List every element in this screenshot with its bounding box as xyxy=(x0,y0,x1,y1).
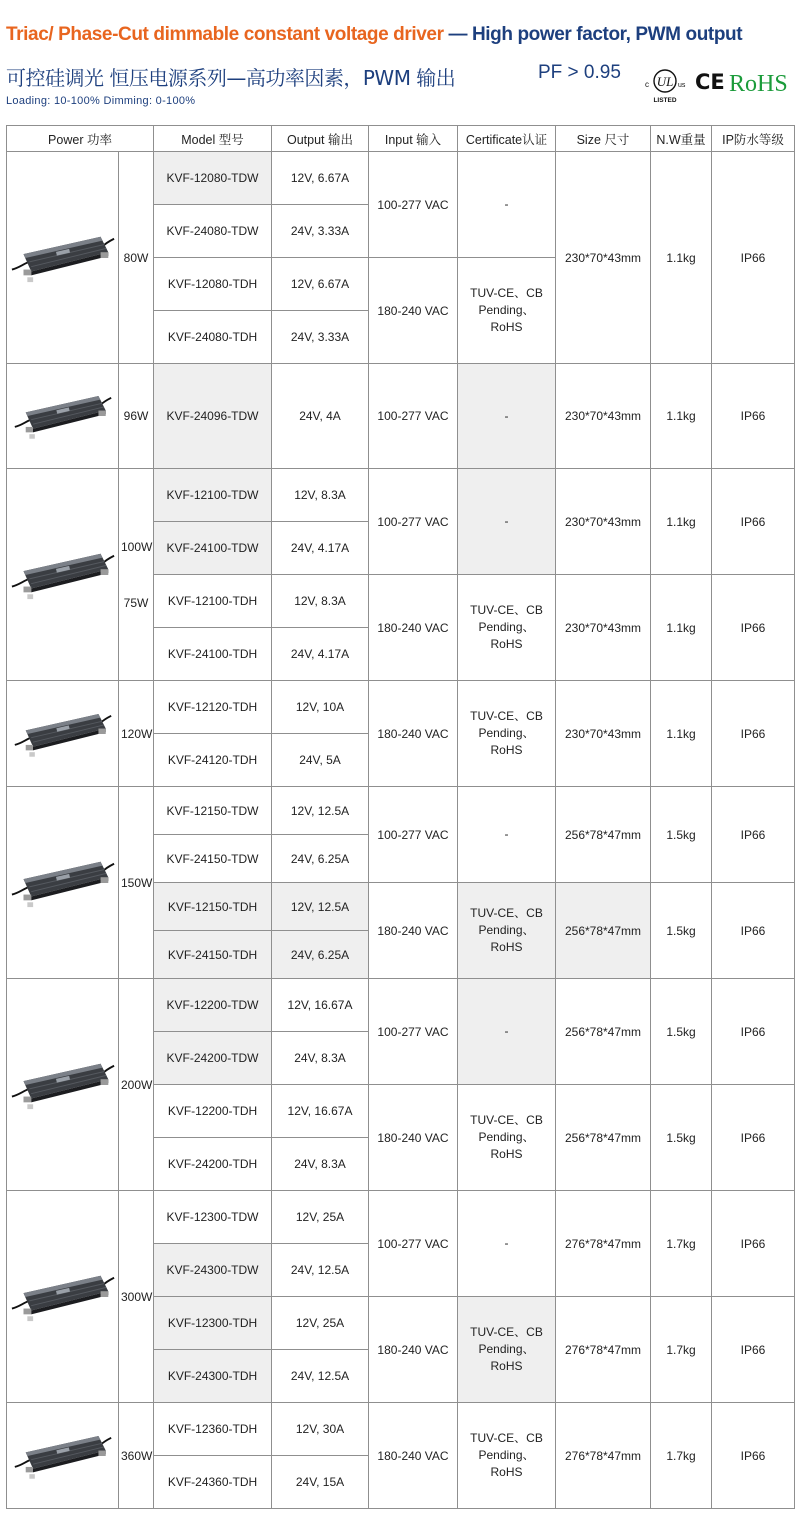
table-row xyxy=(7,364,795,469)
loading-dimming-label: Loading: 10-100% Dimming: 0-100% xyxy=(6,95,196,107)
certificate-line: - xyxy=(504,514,509,528)
model-number: KVF-12100-TDH xyxy=(154,575,272,628)
title-orange: Triac/ Phase-Cut dimmable constant voltage driver xyxy=(6,24,444,45)
certificate-line: Pending、 xyxy=(478,1342,535,1356)
certificate xyxy=(458,1085,556,1191)
model-number: KVF-12100-TDW xyxy=(154,469,272,522)
certificate-line: RoHS xyxy=(490,637,523,651)
power-label: 96W xyxy=(123,409,149,423)
size-dimensions: 276*78*47mm xyxy=(556,1403,651,1509)
certificate xyxy=(458,1403,556,1509)
certificate-line: TUV-CE、CB xyxy=(470,1325,543,1339)
output-rating: 24V, 8.3A xyxy=(272,1138,369,1191)
output-rating: 24V, 6.25A xyxy=(272,931,369,979)
certificate-line: Pending、 xyxy=(478,1130,535,1144)
power-rating xyxy=(119,681,154,787)
model-number: KVF-24150-TDW xyxy=(154,835,272,883)
output-rating: 12V, 16.67A xyxy=(272,979,369,1032)
power-label: 150W xyxy=(121,875,153,890)
output-rating: 24V, 6.25A xyxy=(272,835,369,883)
certificate-line: - xyxy=(504,827,509,841)
ip-rating: IP66 xyxy=(712,787,795,883)
product-image-cell xyxy=(7,152,119,364)
page-header xyxy=(0,0,800,118)
size-dimensions: 230*70*43mm xyxy=(556,152,651,364)
ce-mark: CE xyxy=(695,70,725,94)
certificate-line: RoHS xyxy=(490,1465,523,1479)
certificate-line: - xyxy=(504,408,509,423)
table-header-row xyxy=(7,126,795,152)
product-image-cell xyxy=(7,681,119,787)
input-voltage: 180-240 VAC xyxy=(369,1403,458,1509)
model-number: KVF-12080-TDW xyxy=(154,152,272,205)
power-label: 300W xyxy=(121,1289,153,1304)
model-number: KVF-24096-TDW xyxy=(154,364,272,469)
net-weight: 1.5kg xyxy=(651,883,712,979)
net-weight: 1.1kg xyxy=(651,469,712,575)
model-number: KVF-24300-TDH xyxy=(154,1350,272,1403)
certificate-line: Pending、 xyxy=(478,726,535,740)
input-voltage: 180-240 VAC xyxy=(369,1085,458,1191)
input-voltage: 180-240 VAC xyxy=(369,1297,458,1403)
model-number: KVF-24080-TDH xyxy=(154,311,272,364)
output-rating: 12V, 12.5A xyxy=(272,883,369,931)
table-row xyxy=(7,787,795,835)
power-label: 80W xyxy=(123,250,149,265)
certificate-line: RoHS xyxy=(490,940,523,954)
size-dimensions: 276*78*47mm xyxy=(556,1191,651,1297)
size-dimensions: 230*70*43mm xyxy=(556,469,651,575)
input-voltage: 180-240 VAC xyxy=(369,883,458,979)
table-body xyxy=(7,152,795,1509)
product-image-cell xyxy=(7,469,119,681)
certificate-line: TUV-CE、CB xyxy=(470,603,543,617)
certificate-line: RoHS xyxy=(490,1359,523,1373)
output-rating: 24V, 15A xyxy=(272,1456,369,1509)
certificate-line: Pending、 xyxy=(478,1448,535,1462)
table-row xyxy=(7,1191,795,1244)
model-number: KVF-12150-TDW xyxy=(154,787,272,835)
ip-rating: IP66 xyxy=(712,681,795,787)
output-rating: 12V, 30A xyxy=(272,1403,369,1456)
power-label: 360W xyxy=(121,1448,153,1463)
col-header-output: Output 输出 xyxy=(272,126,369,152)
output-rating: 12V, 10A xyxy=(272,681,369,734)
model-number: KVF-12360-TDH xyxy=(154,1403,272,1456)
net-weight: 1.7kg xyxy=(651,1297,712,1403)
power-rating xyxy=(119,152,154,364)
certificate xyxy=(458,575,556,681)
driver-product-image xyxy=(10,1052,116,1118)
ul-listed-icon xyxy=(643,67,693,105)
model-number: KVF-12080-TDH xyxy=(154,258,272,311)
ip-rating: IP66 xyxy=(712,883,795,979)
certificate xyxy=(458,787,556,883)
input-voltage: 180-240 VAC xyxy=(369,258,458,364)
input-voltage: 180-240 VAC xyxy=(369,681,458,787)
certificate xyxy=(458,979,556,1085)
output-rating: 24V, 3.33A xyxy=(272,205,369,258)
power-rating xyxy=(119,364,154,469)
table-row xyxy=(7,152,795,205)
model-number: KVF-12200-TDW xyxy=(154,979,272,1032)
model-number: KVF-24080-TDW xyxy=(154,205,272,258)
output-rating: 12V, 6.67A xyxy=(272,258,369,311)
net-weight: 1.1kg xyxy=(651,681,712,787)
model-number: KVF-24100-TDW xyxy=(154,522,272,575)
output-rating: 12V, 12.5A xyxy=(272,787,369,835)
input-voltage: 100-277 VAC xyxy=(369,979,458,1085)
power-label: 100W xyxy=(121,539,153,554)
certificate xyxy=(458,1191,556,1297)
size-dimensions: 230*70*43mm xyxy=(556,364,651,469)
driver-product-image xyxy=(10,850,116,916)
power-rating xyxy=(119,469,154,681)
certificate xyxy=(458,364,556,469)
output-rating: 24V, 12.5A xyxy=(272,1244,369,1297)
certificate xyxy=(458,469,556,575)
product-image-cell xyxy=(7,1191,119,1403)
col-header-certificate: Certificate认证 xyxy=(458,126,556,152)
output-rating: 24V, 4A xyxy=(272,364,369,469)
power-rating xyxy=(119,787,154,979)
title-dash: — xyxy=(443,24,472,45)
title-blue: High power factor, PWM output xyxy=(471,24,743,45)
product-image-cell xyxy=(7,787,119,979)
power-label: 200W xyxy=(121,1077,153,1092)
col-header-power: Power 功率 xyxy=(7,126,154,152)
net-weight: 1.7kg xyxy=(651,1191,712,1297)
ip-rating: IP66 xyxy=(712,469,795,575)
ul-c-text: c xyxy=(645,80,649,89)
output-rating: 12V, 8.3A xyxy=(272,469,369,522)
certificate-line: - xyxy=(504,1024,509,1038)
output-rating: 24V, 8.3A xyxy=(272,1032,369,1085)
size-dimensions: 230*70*43mm xyxy=(556,681,651,787)
output-rating: 24V, 4.17A xyxy=(272,522,369,575)
col-header-size: Size 尺寸 xyxy=(556,126,651,152)
net-weight: 1.5kg xyxy=(651,1085,712,1191)
table-row xyxy=(7,469,795,522)
driver-product-image xyxy=(13,703,113,765)
model-number: KVF-12120-TDH xyxy=(154,681,272,734)
certificate xyxy=(458,883,556,979)
certificate-line: RoHS xyxy=(490,743,523,757)
col-header-input: Input 输入 xyxy=(369,126,458,152)
certificate-line: Pending、 xyxy=(478,303,535,317)
model-number: KVF-24300-TDW xyxy=(154,1244,272,1297)
model-number: KVF-24200-TDH xyxy=(154,1138,272,1191)
certificate-line: TUV-CE、CB xyxy=(470,906,543,920)
input-voltage: 100-277 VAC xyxy=(369,1191,458,1297)
driver-product-image xyxy=(13,385,113,447)
model-number: KVF-24100-TDH xyxy=(154,628,272,681)
certificate-line: TUV-CE、CB xyxy=(470,1113,543,1127)
certificate-line: Pending、 xyxy=(478,923,535,937)
certificate-line: - xyxy=(504,197,509,211)
ul-listed-text: LISTED xyxy=(653,97,677,104)
product-image-cell xyxy=(7,979,119,1191)
certificate xyxy=(458,258,556,364)
certificate-line: TUV-CE、CB xyxy=(470,1431,543,1445)
output-rating: 24V, 5A xyxy=(272,734,369,787)
certificate-line: RoHS xyxy=(490,1147,523,1161)
certificate-line: - xyxy=(504,1236,509,1250)
net-weight: 1.1kg xyxy=(651,575,712,681)
output-rating: 24V, 12.5A xyxy=(272,1350,369,1403)
ip-rating: IP66 xyxy=(712,1403,795,1509)
ip-rating: IP66 xyxy=(712,1191,795,1297)
driver-product-image xyxy=(13,1425,113,1487)
size-dimensions: 256*78*47mm xyxy=(556,787,651,883)
net-weight: 1.1kg xyxy=(651,152,712,364)
ip-rating: IP66 xyxy=(712,1085,795,1191)
size-dimensions: 256*78*47mm xyxy=(556,883,651,979)
net-weight: 1.5kg xyxy=(651,979,712,1085)
certificate-line: RoHS xyxy=(490,320,523,334)
col-header-weight: N.W重量 xyxy=(651,126,712,152)
net-weight: 1.5kg xyxy=(651,787,712,883)
output-rating: 24V, 3.33A xyxy=(272,311,369,364)
input-voltage: 100-277 VAC xyxy=(369,364,458,469)
input-voltage: 100-277 VAC xyxy=(369,787,458,883)
ip-rating: IP66 xyxy=(712,152,795,364)
col-header-model: Model 型号 xyxy=(154,126,272,152)
page-title xyxy=(6,24,742,46)
model-number: KVF-24120-TDH xyxy=(154,734,272,787)
net-weight: 1.7kg xyxy=(651,1403,712,1509)
certificate-line: TUV-CE、CB xyxy=(470,286,543,300)
model-number: KVF-24360-TDH xyxy=(154,1456,272,1509)
ul-text: UL xyxy=(656,74,674,89)
certificate xyxy=(458,681,556,787)
rohs-mark: RoHS xyxy=(729,71,788,97)
driver-product-image xyxy=(10,1264,116,1330)
table-row xyxy=(7,979,795,1032)
power-label: 75W xyxy=(123,595,149,610)
ip-rating: IP66 xyxy=(712,1297,795,1403)
power-rating xyxy=(119,1191,154,1403)
output-rating: 12V, 25A xyxy=(272,1191,369,1244)
ip-rating: IP66 xyxy=(712,979,795,1085)
model-number: KVF-24200-TDW xyxy=(154,1032,272,1085)
model-number: KVF-24150-TDH xyxy=(154,931,272,979)
table-row xyxy=(7,1403,795,1456)
input-voltage: 100-277 VAC xyxy=(369,152,458,258)
model-number: KVF-12300-TDH xyxy=(154,1297,272,1350)
size-dimensions: 276*78*47mm xyxy=(556,1297,651,1403)
power-rating xyxy=(119,1403,154,1509)
model-number: KVF-12200-TDH xyxy=(154,1085,272,1138)
driver-product-image xyxy=(10,225,116,291)
power-factor-label: PF > 0.95 xyxy=(538,62,621,83)
col-header-ip: IP防水等级 xyxy=(712,126,795,152)
output-rating: 24V, 4.17A xyxy=(272,628,369,681)
ul-us-text: us xyxy=(678,82,686,89)
model-number: KVF-12300-TDW xyxy=(154,1191,272,1244)
chinese-subtitle: 可控硅调光 恒压电源系列—高功率因素，PWM 输出 xyxy=(6,66,456,90)
net-weight: 1.1kg xyxy=(651,364,712,469)
certificate-line: Pending、 xyxy=(478,620,535,634)
output-rating: 12V, 8.3A xyxy=(272,575,369,628)
certificate xyxy=(458,1297,556,1403)
table-row xyxy=(7,681,795,734)
model-number: KVF-12150-TDH xyxy=(154,883,272,931)
output-rating: 12V, 6.67A xyxy=(272,152,369,205)
power-label: 120W xyxy=(121,726,153,741)
size-dimensions: 256*78*47mm xyxy=(556,1085,651,1191)
size-dimensions: 256*78*47mm xyxy=(556,979,651,1085)
output-rating: 12V, 16.67A xyxy=(272,1085,369,1138)
power-rating xyxy=(119,979,154,1191)
certificate-line: TUV-CE、CB xyxy=(470,709,543,723)
output-rating: 12V, 25A xyxy=(272,1297,369,1350)
ip-rating: IP66 xyxy=(712,575,795,681)
input-voltage: 180-240 VAC xyxy=(369,575,458,681)
driver-product-image xyxy=(10,542,116,608)
size-dimensions: 230*70*43mm xyxy=(556,575,651,681)
input-voltage: 100-277 VAC xyxy=(369,469,458,575)
certificate xyxy=(458,152,556,258)
product-image-cell xyxy=(7,364,119,469)
product-image-cell xyxy=(7,1403,119,1509)
ip-rating: IP66 xyxy=(712,364,795,469)
spec-table xyxy=(6,125,795,1509)
